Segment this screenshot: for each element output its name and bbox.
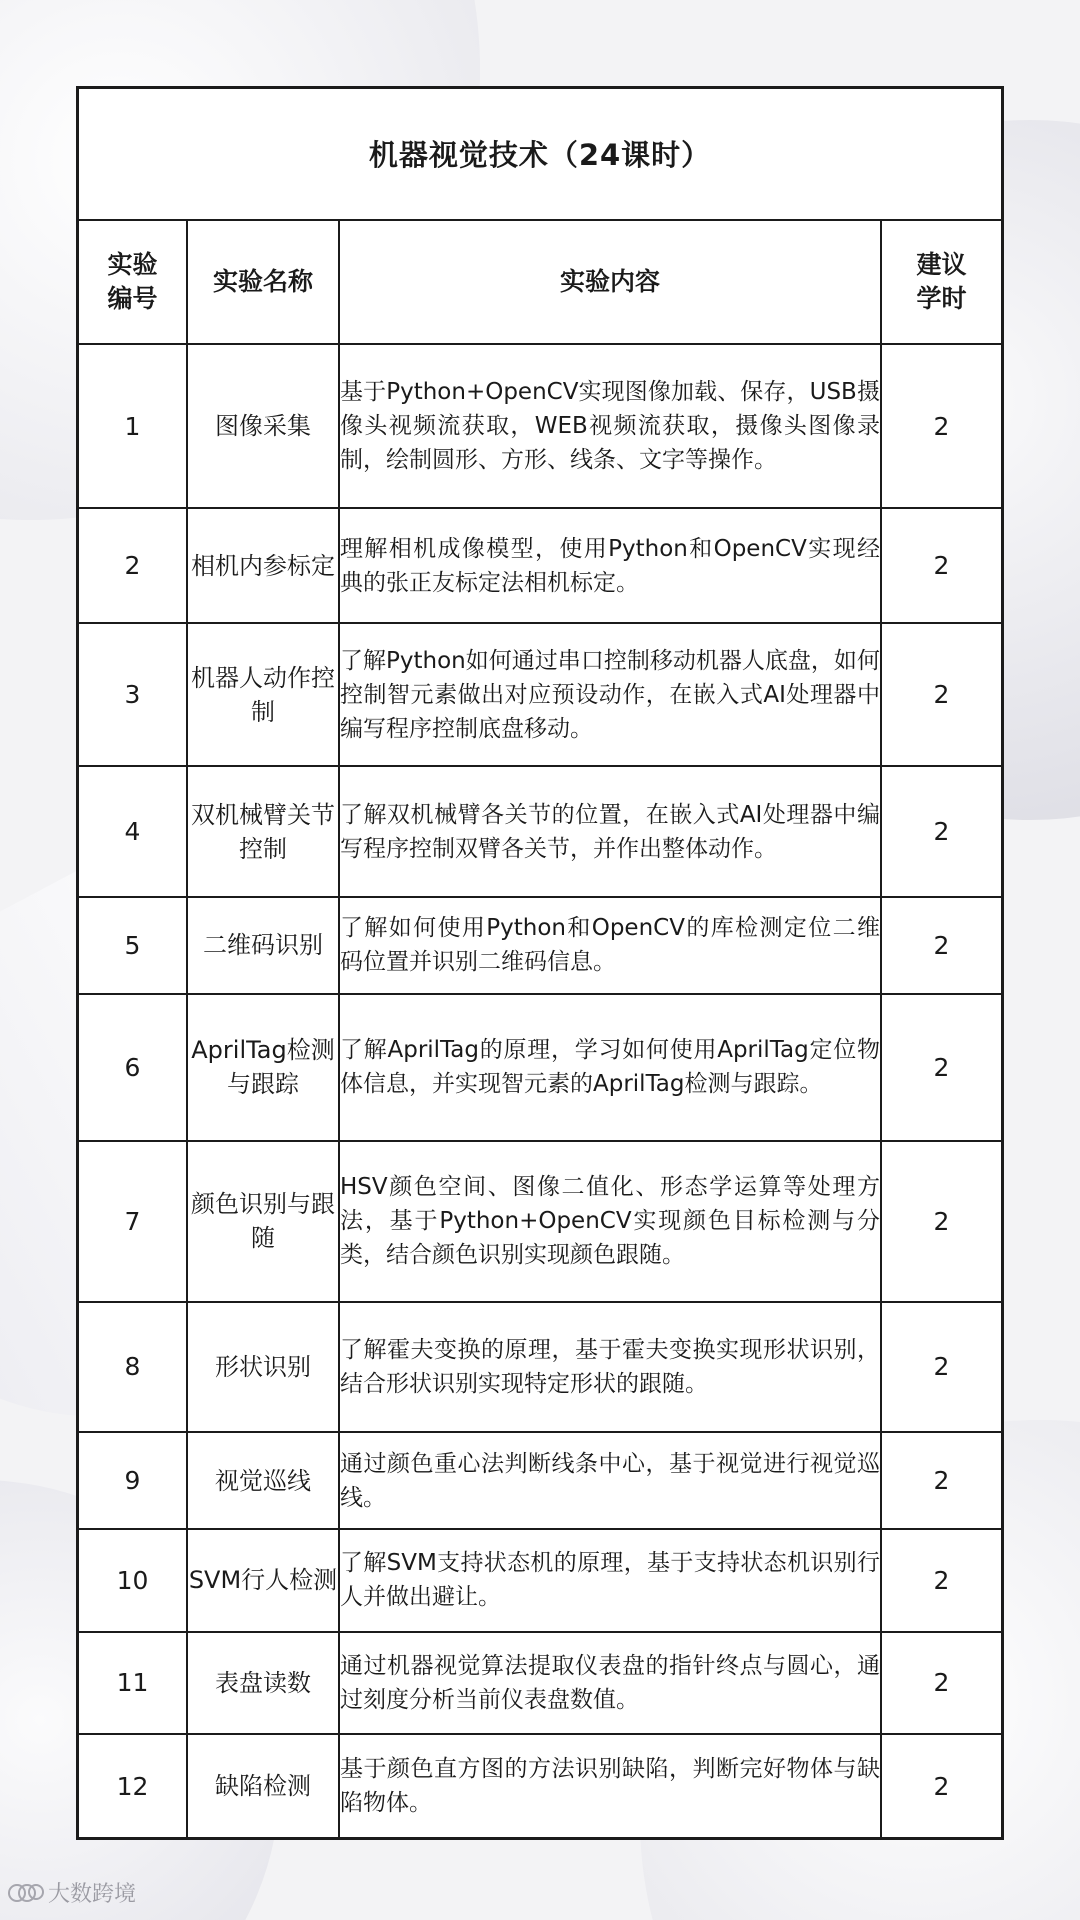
experiment-number: 8: [79, 1302, 187, 1433]
experiment-number: 12: [79, 1734, 187, 1837]
experiment-content: 了解Python如何通过串口控制移动机器人底盘，如何控制智元素做出对应预设动作，在嵌入式AI处理器中编写程序控制底盘移动。: [339, 623, 881, 766]
brand-logo-icon: [8, 1882, 42, 1904]
header-content-label: 实验内容: [559, 267, 660, 297]
experiment-number: 7: [79, 1141, 187, 1301]
header-row: [79, 220, 1001, 345]
experiment-content: 理解相机成像模型，使用Python和OpenCV实现经典的张正友标定法相机标定。: [339, 508, 881, 623]
suggested-hours: 2: [881, 508, 1001, 623]
header-name-label: 实验名称: [212, 267, 313, 297]
header-hours-label: 建议 学时: [916, 250, 967, 314]
suggested-hours: 2: [881, 344, 1001, 508]
table-row: [79, 897, 1001, 994]
table-row: [79, 1529, 1001, 1632]
experiment-number: 1: [79, 344, 187, 508]
experiment-name: 表盘读数: [187, 1632, 339, 1735]
experiment-number: 3: [79, 623, 187, 766]
experiment-number: 4: [79, 766, 187, 897]
title-row: [79, 89, 1001, 220]
experiment-name: 二维码识别: [187, 897, 339, 994]
experiment-name: 双机械臂关节控制: [187, 766, 339, 897]
suggested-hours: 2: [881, 1432, 1001, 1529]
table-row: [79, 1302, 1001, 1433]
experiment-number: 10: [79, 1529, 187, 1632]
experiment-content: 了解AprilTag的原理，学习如何使用AprilTag定位物体信息，并实现智元素的AprilTag检测与跟踪。: [339, 994, 881, 1142]
experiment-content: 基于Python+OpenCV实现图像加载、保存，USB摄像头视频流获取，WEB视频流获取，摄像头图像录制，绘制圆形、方形、线条、文字等操作。: [339, 344, 881, 508]
header-name: [187, 220, 339, 345]
header-number-label: 实验 编号: [107, 250, 158, 314]
experiment-number: 11: [79, 1632, 187, 1735]
suggested-hours: 2: [881, 994, 1001, 1142]
experiment-content: 了解双机械臂各关节的位置，在嵌入式AI处理器中编写程序控制双臂各关节，并作出整体动作。: [339, 766, 881, 897]
suggested-hours: 2: [881, 1529, 1001, 1632]
experiment-content: 了解SVM支持状态机的原理，基于支持状态机识别行人并做出避让。: [339, 1529, 881, 1632]
experiment-name: 相机内参标定: [187, 508, 339, 623]
table-row: [79, 1734, 1001, 1837]
suggested-hours: 2: [881, 1632, 1001, 1735]
table-row: [79, 1432, 1001, 1529]
experiment-name: 图像采集: [187, 344, 339, 508]
suggested-hours: 2: [881, 623, 1001, 766]
table-row: [79, 1141, 1001, 1301]
table-row: [79, 344, 1001, 508]
table-row: [79, 623, 1001, 766]
experiment-content: 通过颜色重心法判断线条中心，基于视觉进行视觉巡线。: [339, 1432, 881, 1529]
suggested-hours: 2: [881, 1302, 1001, 1433]
course-table: [76, 86, 1004, 1840]
experiment-name: 机器人动作控制: [187, 623, 339, 766]
experiment-name: SVM行人检测: [187, 1529, 339, 1632]
experiment-name: AprilTag检测与跟踪: [187, 994, 339, 1142]
experiment-number: 9: [79, 1432, 187, 1529]
experiment-number: 5: [79, 897, 187, 994]
watermark-text: 大数跨境: [48, 1882, 137, 1907]
experiment-content: 了解霍夫变换的原理，基于霍夫变换实现形状识别，结合形状识别实现特定形状的跟随。: [339, 1302, 881, 1433]
table-row: [79, 508, 1001, 623]
experiment-name: 缺陷检测: [187, 1734, 339, 1837]
experiment-number: 2: [79, 508, 187, 623]
suggested-hours: 2: [881, 1734, 1001, 1837]
experiment-content: 基于颜色直方图的方法识别缺陷，判断完好物体与缺陷物体。: [339, 1734, 881, 1837]
suggested-hours: 2: [881, 897, 1001, 994]
experiment-number: 6: [79, 994, 187, 1142]
experiment-content: 了解如何使用Python和OpenCV的库检测定位二维码位置并识别二维码信息。: [339, 897, 881, 994]
experiment-name: 视觉巡线: [187, 1432, 339, 1529]
header-hours: [881, 220, 1001, 345]
table-row: [79, 994, 1001, 1142]
header-number: [79, 220, 187, 345]
experiment-name: 形状识别: [187, 1302, 339, 1433]
watermark: [8, 1877, 136, 1908]
experiment-name: 颜色识别与跟随: [187, 1141, 339, 1301]
table-row: [79, 766, 1001, 897]
experiment-content: HSV颜色空间、图像二值化、形态学运算等处理方法，基于Python+OpenCV实现颜色目标检测与分类，结合颜色识别实现颜色跟随。: [339, 1141, 881, 1301]
header-content: [339, 220, 881, 345]
experiment-table: [79, 89, 1001, 1837]
experiment-content: 通过机器视觉算法提取仪表盘的指针终点与圆心，通过刻度分析当前仪表盘数值。: [339, 1632, 881, 1735]
suggested-hours: 2: [881, 766, 1001, 897]
table-row: [79, 1632, 1001, 1735]
suggested-hours: 2: [881, 1141, 1001, 1301]
table-title: 机器视觉技术（24课时）: [79, 89, 1001, 220]
